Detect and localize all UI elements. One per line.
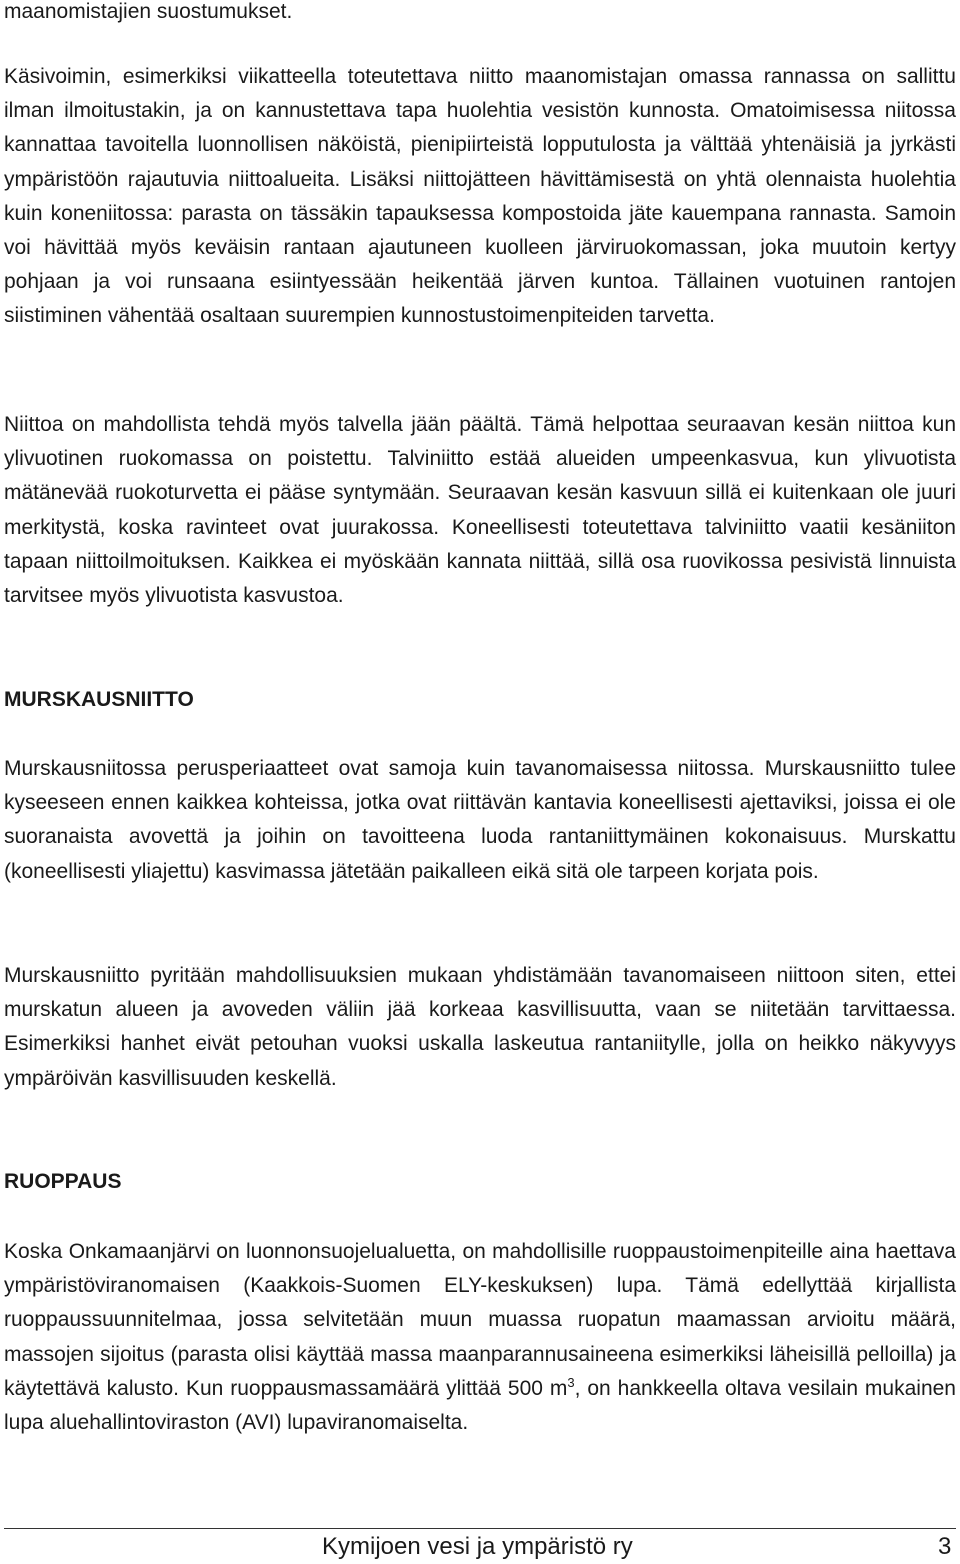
heading-ruoppaus: RUOPPAUS: [4, 1170, 122, 1193]
footer-divider: [4, 1528, 956, 1529]
page-number: 3: [938, 1533, 952, 1560]
cubic-superscript: 3: [567, 1374, 575, 1390]
continuation-line: maanomistajien suostumukset.: [4, 0, 293, 23]
heading-murskausniitto: MURSKAUSNIITTO: [4, 688, 194, 711]
footer-organization: Kymijoen vesi ja ympäristö ry: [322, 1533, 633, 1560]
dredging-text-part1: Koska Onkamaanjärvi on luonnonsuojelualuetta, on mahdollisille ruoppaustoimenpiteille aina haettava ympäristöviranomaisen (Kaakkois-Suomen ELY-keskuksen) lupa. Tämä edellyttää kirjallista ruoppaussuunnitelmaa, jossa selvitetään muun muassa ruopatun maamassan arvioitu määrä, massojen sijoitus (parasta olisi käyttää massa maanparannusaineena esimerkiksi läheisillä pelloilla) ja käytettävä kalusto. Kun ruoppausmassamäärä ylittää 500 m: [4, 1240, 956, 1400]
dredging-text-part2: , on hankkeella oltava vesilain mukainen lupa aluehallintoviraston (AVI) lupaviranomaiselta.: [4, 1376, 956, 1435]
paragraph-dredging: [4, 1235, 956, 1440]
paragraph-crush-mowing-combination: Murskausniitto pyritään mahdollisuuksien mukaan yhdistämään tavanomaiseen niittoon siten, ettei murskatun alueen ja avoveden väliin jää korkeaa kasvillisuutta, vaan se niitetään tarvittaessa. Esimerkiksi hanhet eivät petouhan vuoksi uskalla laskeutua rantaniitylle, jolla on heikko näkyvyys ympäröivän kasvillisuuden keskellä.: [4, 964, 956, 1090]
paragraph-crush-mowing-principles: Murskausniitossa perusperiaatteet ovat samoja kuin tavanomaisessa niitossa. Murskausniitto tulee kyseeseen ennen kaikkea kohteissa, jotka ovat riittävän kantavia koneellisesti ajettaviksi, joissa ei ole suoranaista avovettä ja joihin on tavoitteena luoda rantaniittymäinen kokonaisuus. Murskattu (koneellisesti yliajettu) kasvimassa jätetään paikalleen eikä sitä ole tarpeen korjata pois.: [4, 757, 956, 883]
paragraph-manual-mowing: Käsivoimin, esimerkiksi viikatteella toteutettava niitto maanomistajan omassa rannassa on sallittu ilman ilmoitustakin, ja on kannustettava tapa huolehtia vesistön kunnosta. Omatoimisessa niitossa kannattaa tavoitella luonnollisen näköistä, pienipiirteistä lopputulosta ja välttää yhtenäisiä ja jyrkästi ympäristöön rajautuvia niittoalueita. Lisäksi niittojätteen hävittämisestä on yhtä olennaista huolehtia kuin koneniitossa: parasta on tässäkin tapauksessa kompostoida jäte kauempana rannasta. Samoin voi hävittää myös keväisin rantaan ajautuneen kuolleen järviruokomassan, joka muutoin kertyy pohjaan ja voi runsaana esiintyessään heikentää järven kuntoa. Tällainen vuotuinen rantojen siistiminen vähentää osaltaan suurempien kunnostustoimenpiteiden tarvetta.: [4, 65, 956, 328]
paragraph-winter-mowing: Niittoa on mahdollista tehdä myös talvella jään päältä. Tämä helpottaa seuraavan kesän niittoa kun ylivuotinen ruokomassa on poistettu. Talviniitto estää alueiden umpeenkasvua, kun ylivuotista mätänevää ruokoturvetta ei pääse syntymään. Seuraavan kesän kasvuun sillä ei kuitenkaan ole juuri merkitystä, koska ravinteet ovat juurakossa. Koneellisesti toteutettava talviniitto vaatii kesäniiton tapaan niittoilmoituksen. Kaikkea ei myöskään kannata niittää, sillä osa ruovikossa pesivistä linnuista tarvitsee myös ylivuotista kasvustoa.: [4, 413, 956, 608]
